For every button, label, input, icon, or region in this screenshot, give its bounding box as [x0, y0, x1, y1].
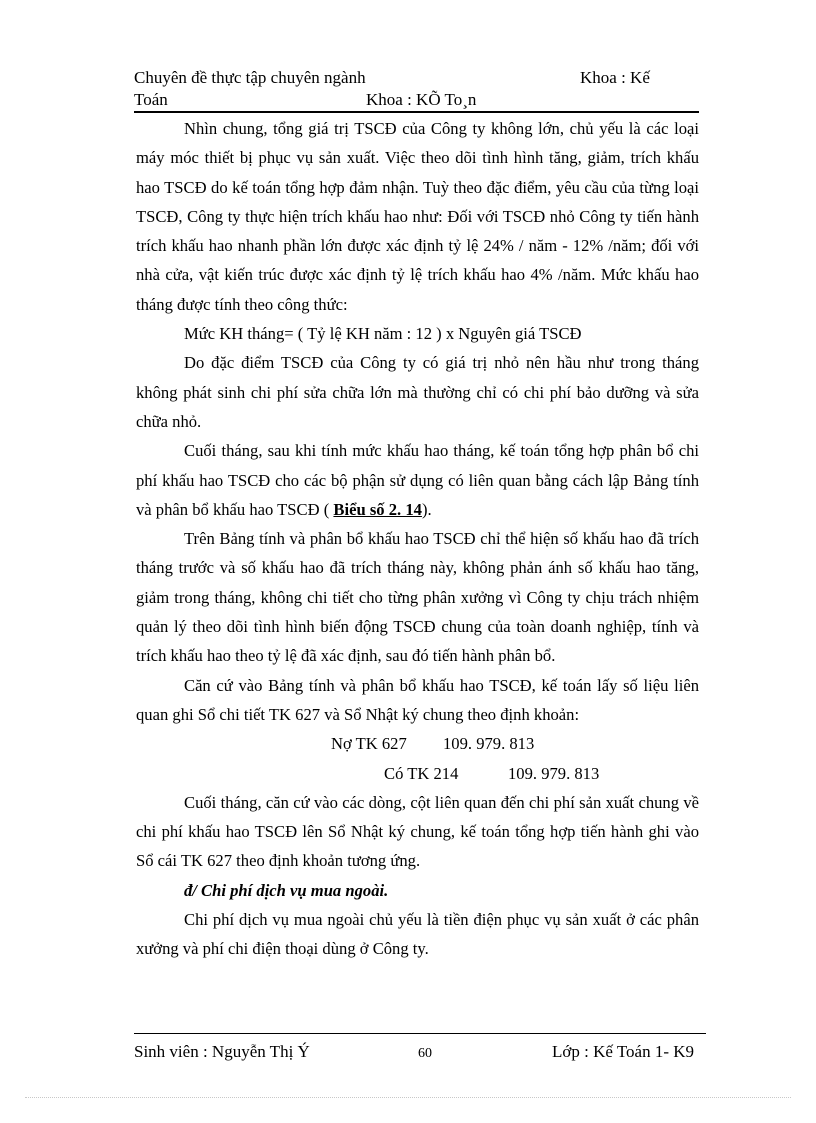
credit-account-label: Có TK 214 [384, 763, 459, 783]
paragraph-allocation-end: ). [421, 499, 432, 519]
formula-line: Mức KH tháng= ( Tỷ lệ KH năm : 12 ) x Nguyên giá TSCĐ [184, 324, 582, 344]
footer-student-name: Sinh viên : Nguyễn Thị Ý [134, 1042, 310, 1061]
paragraph-overview: Nhìn chung, tổng giá trị TSCĐ của Công ty không lớn, chủ yếu là các loại máy móc thiết bị phục vụ sản xuất. Việc theo dõi tình hình tăng, giảm, trích khấu hao TSCĐ do kế toán tổng hợp đảm nhận. Tuỳ theo đặc điểm, yêu cầu của từng loại TSCĐ, Công ty thực hiện trích khấu hao như: Đối với TSCĐ nhỏ Công ty tiến hành trích khấu hao nhanh phần lớn được xác định tỷ lệ 24% / năm - 12% /năm; đối với nhà cửa, vật kiến trúc được xác định tỷ lệ trích khấu hao 4% /năm. Mức khấu hao tháng được tính theo công thức: [136, 119, 699, 314]
header-department-continued: Toán [134, 90, 168, 109]
paragraph-allocation-text: Cuối tháng, sau khi tính mức khấu hao tháng, kế toán tổng hợp phân bổ chi phí khấu hao TSCĐ cho các bộ phận sử dụng có liên quan bằng cách lập Bảng tính và phân bổ khấu hao TSCĐ ( [136, 441, 699, 519]
page-bottom-dotted-border [25, 1097, 791, 1098]
paragraph-external-services: Chi phí dịch vụ mua ngoài chủ yếu là tiền điện phục vụ sản xuất ở các phân xưởng và phí chi điện thoại dùng ở Công ty. [136, 910, 699, 959]
header-department: Khoa : Kế [580, 68, 650, 87]
paragraph-general-ledger: Cuối tháng, căn cứ vào các dòng, cột liên quan đến chi phí sản xuất chung về chi phí khấu hao TSCĐ lên Sổ Nhật ký chung, kế toán tổng hợp tiến hành ghi vào Sổ cái TK 627 theo định khoản tương ứng. [136, 792, 699, 871]
page-number: 60 [418, 1046, 432, 1061]
paragraph-allocation [136, 436, 699, 524]
table-reference-link[interactable]: Biểu số 2. 14 [333, 499, 422, 519]
paragraph-repair-costs: Do đặc điểm TSCĐ của Công ty có giá trị nhỏ nên hầu như trong tháng không phát sinh chi phí sửa chữa lớn mà thường chỉ có chi phí bảo dưỡng và sửa chữa nhỏ. [136, 353, 699, 431]
paragraph-ledger: Căn cứ vào Bảng tính và phân bổ khấu hao TSCĐ, kế toán lấy số liệu liên quan ghi Sổ chi tiết TK 627 và Sổ Nhật ký chung theo định khoản: [136, 675, 699, 724]
paragraph-depreciation-table: Trên Bảng tính và phân bổ khấu hao TSCĐ chỉ thể hiện số khấu hao đã trích tháng trước và số khấu hao đã trích tháng này, không phản ánh số khấu hao tăng, giảm trong tháng, không chi tiết cho từng phân xưởng vì Công ty chịu trách nhiệm quản lý theo dõi tình hình biến động TSCĐ chung của toàn doanh nghiệp, tính và trích khấu hao theo tỷ lệ đã xác định, sau đó tiến hành phân bổ. [136, 529, 699, 666]
debit-amount: 109. 979. 813 [443, 734, 535, 754]
footer-divider [134, 1033, 706, 1034]
credit-amount: 109. 979. 813 [508, 763, 600, 783]
journal-entry-credit [136, 759, 699, 788]
debit-account-label: Nợ TK 627 [331, 734, 407, 754]
section-heading-external-services: đ/ Chi phí dịch vụ mua ngoài. [184, 880, 389, 900]
header-department-garbled: Khoa : KÕ To¸n [366, 90, 477, 109]
header-course-title: Chuyên đề thực tập chuyên ngành [134, 68, 366, 87]
journal-entry-debit [136, 729, 699, 758]
footer-class: Lớp : Kế Toán 1- K9 [552, 1042, 695, 1061]
document-body [136, 114, 699, 964]
header-divider [134, 111, 699, 113]
